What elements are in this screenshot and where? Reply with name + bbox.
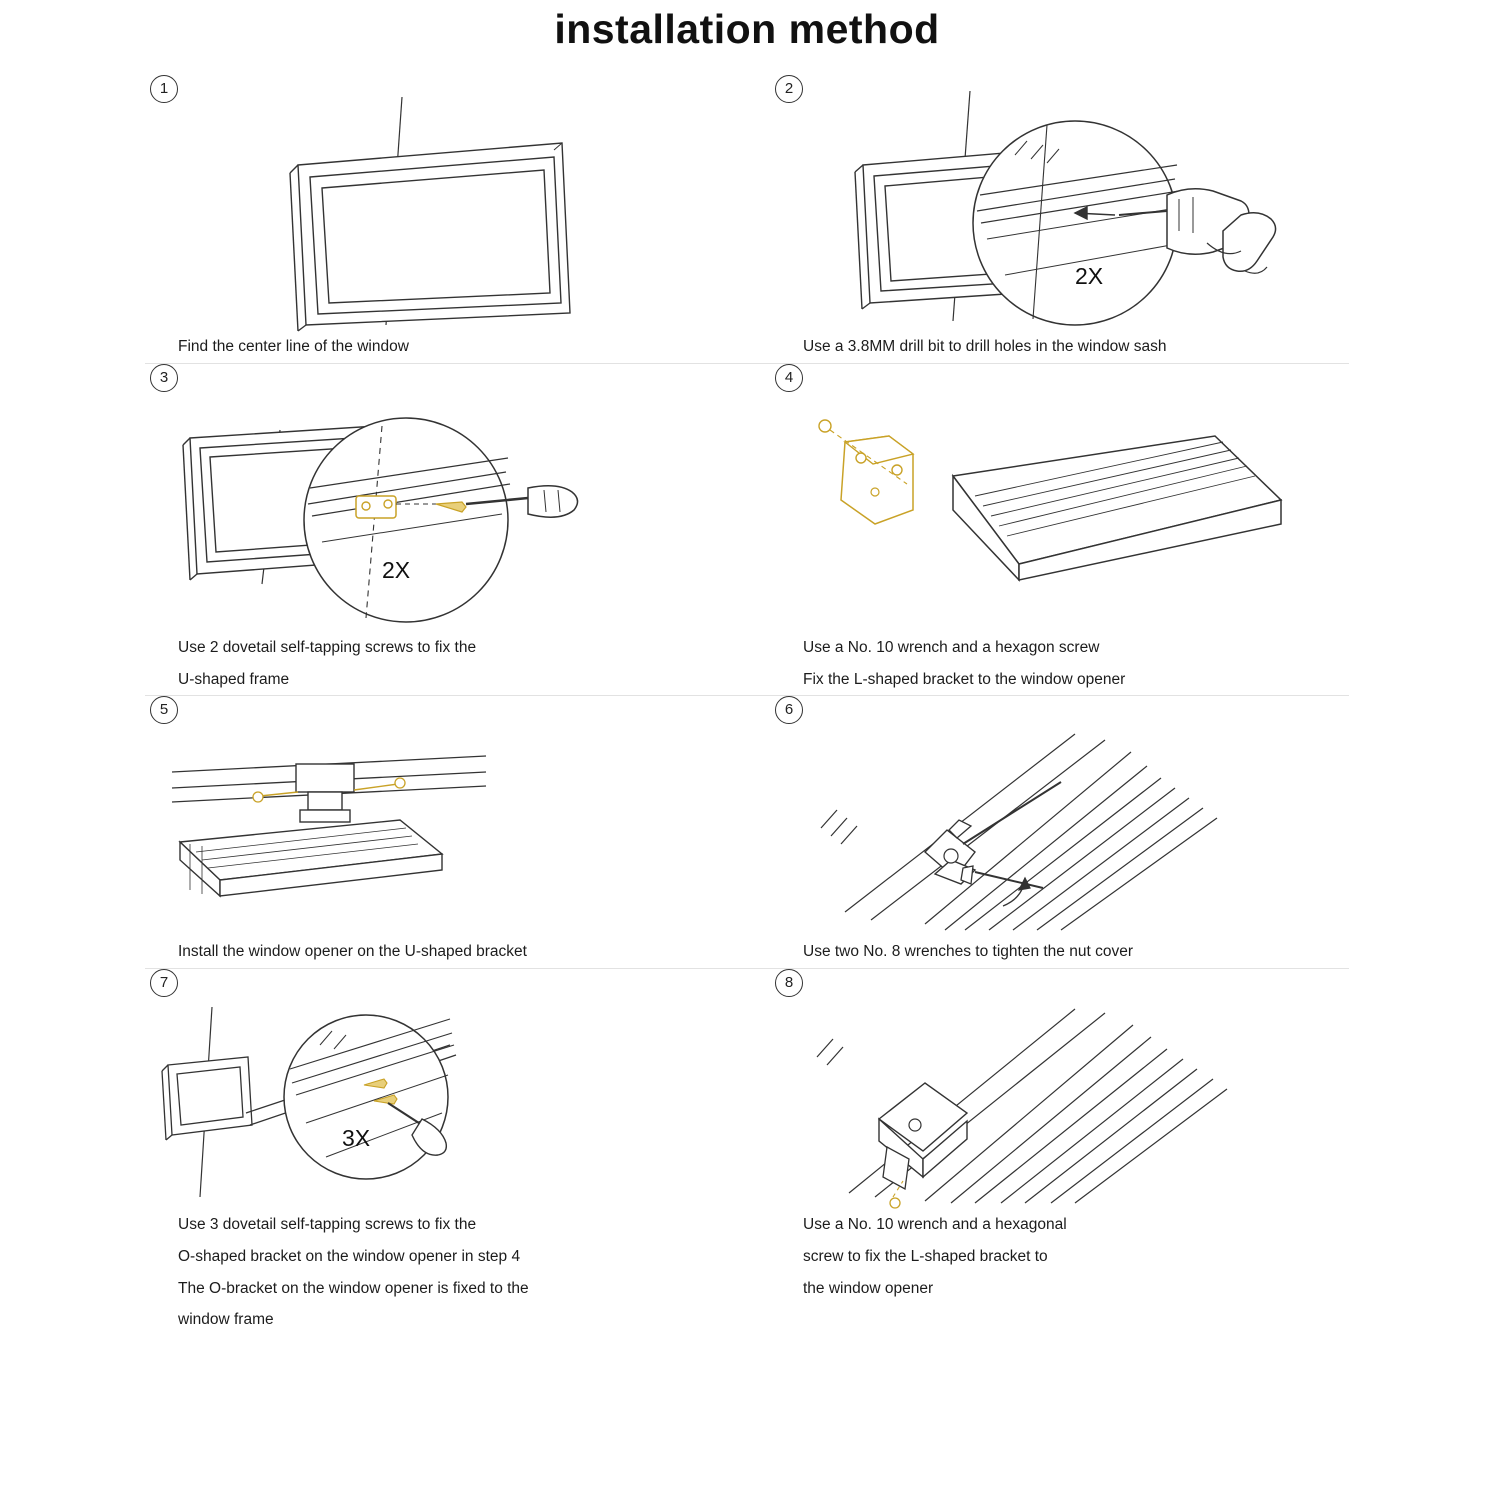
step-8-caption: Use a No. 10 wrench and a hexagonal screw to fix the L-shaped bracket to the window opener xyxy=(803,1216,1067,1297)
step-6 xyxy=(747,696,1374,968)
step-5 xyxy=(120,696,747,968)
step-2-illustration xyxy=(775,103,1374,331)
step-3-overlay-label: 2X xyxy=(382,556,411,583)
step-1-illustration xyxy=(150,103,747,331)
step-7-overlay-label: 3X xyxy=(342,1125,371,1152)
step-5-caption: Install the window opener on the U-shaped bracket xyxy=(178,943,527,961)
step-number-badge: 5 xyxy=(150,696,178,724)
step-4 xyxy=(747,364,1374,696)
step-8-illustration xyxy=(775,997,1374,1209)
step-2-caption: Use a 3.8MM drill bit to drill holes in the window sash xyxy=(803,338,1167,355)
step-6-illustration xyxy=(775,724,1374,936)
step-row-4 xyxy=(120,969,1374,1336)
steps-container xyxy=(120,75,1374,1336)
step-3-caption: Use 2 dovetail self-tapping screws to fix the U-shaped frame xyxy=(178,638,477,688)
step-4-illustration xyxy=(775,392,1374,632)
step-number-badge: 1 xyxy=(150,75,178,103)
step-row-2 xyxy=(120,364,1374,696)
page-title: installation method xyxy=(554,6,940,52)
step-8 xyxy=(747,969,1374,1336)
step-number-badge: 2 xyxy=(775,75,803,103)
step-7 xyxy=(120,969,747,1336)
step-7-illustration xyxy=(150,997,747,1209)
step-3 xyxy=(120,364,747,696)
step-number-badge: 3 xyxy=(150,364,178,392)
step-row-1 xyxy=(120,75,1374,363)
step-row-3 xyxy=(120,696,1374,968)
step-number-badge: 6 xyxy=(775,696,803,724)
step-number-badge: 8 xyxy=(775,969,803,997)
step-4-caption: Use a No. 10 wrench and a hexagon screw Fix the L-shaped bracket to the window opener xyxy=(803,638,1126,688)
step-2 xyxy=(747,75,1374,363)
step-number-badge: 4 xyxy=(775,364,803,392)
step-1 xyxy=(120,75,747,363)
step-2-overlay-label: 2X xyxy=(1075,263,1104,289)
step-5-illustration xyxy=(150,724,747,936)
step-7-caption: Use 3 dovetail self-tapping screws to fix the O-shaped bracket on the window opener in step 4 The O-bracket on the window opener is fixed to the window frame xyxy=(178,1216,529,1329)
step-3-illustration xyxy=(150,392,747,632)
step-1-caption: Find the center line of the window xyxy=(178,338,409,355)
step-6-caption: Use two No. 8 wrenches to tighten the nut cover xyxy=(803,943,1133,961)
step-number-badge: 7 xyxy=(150,969,178,997)
